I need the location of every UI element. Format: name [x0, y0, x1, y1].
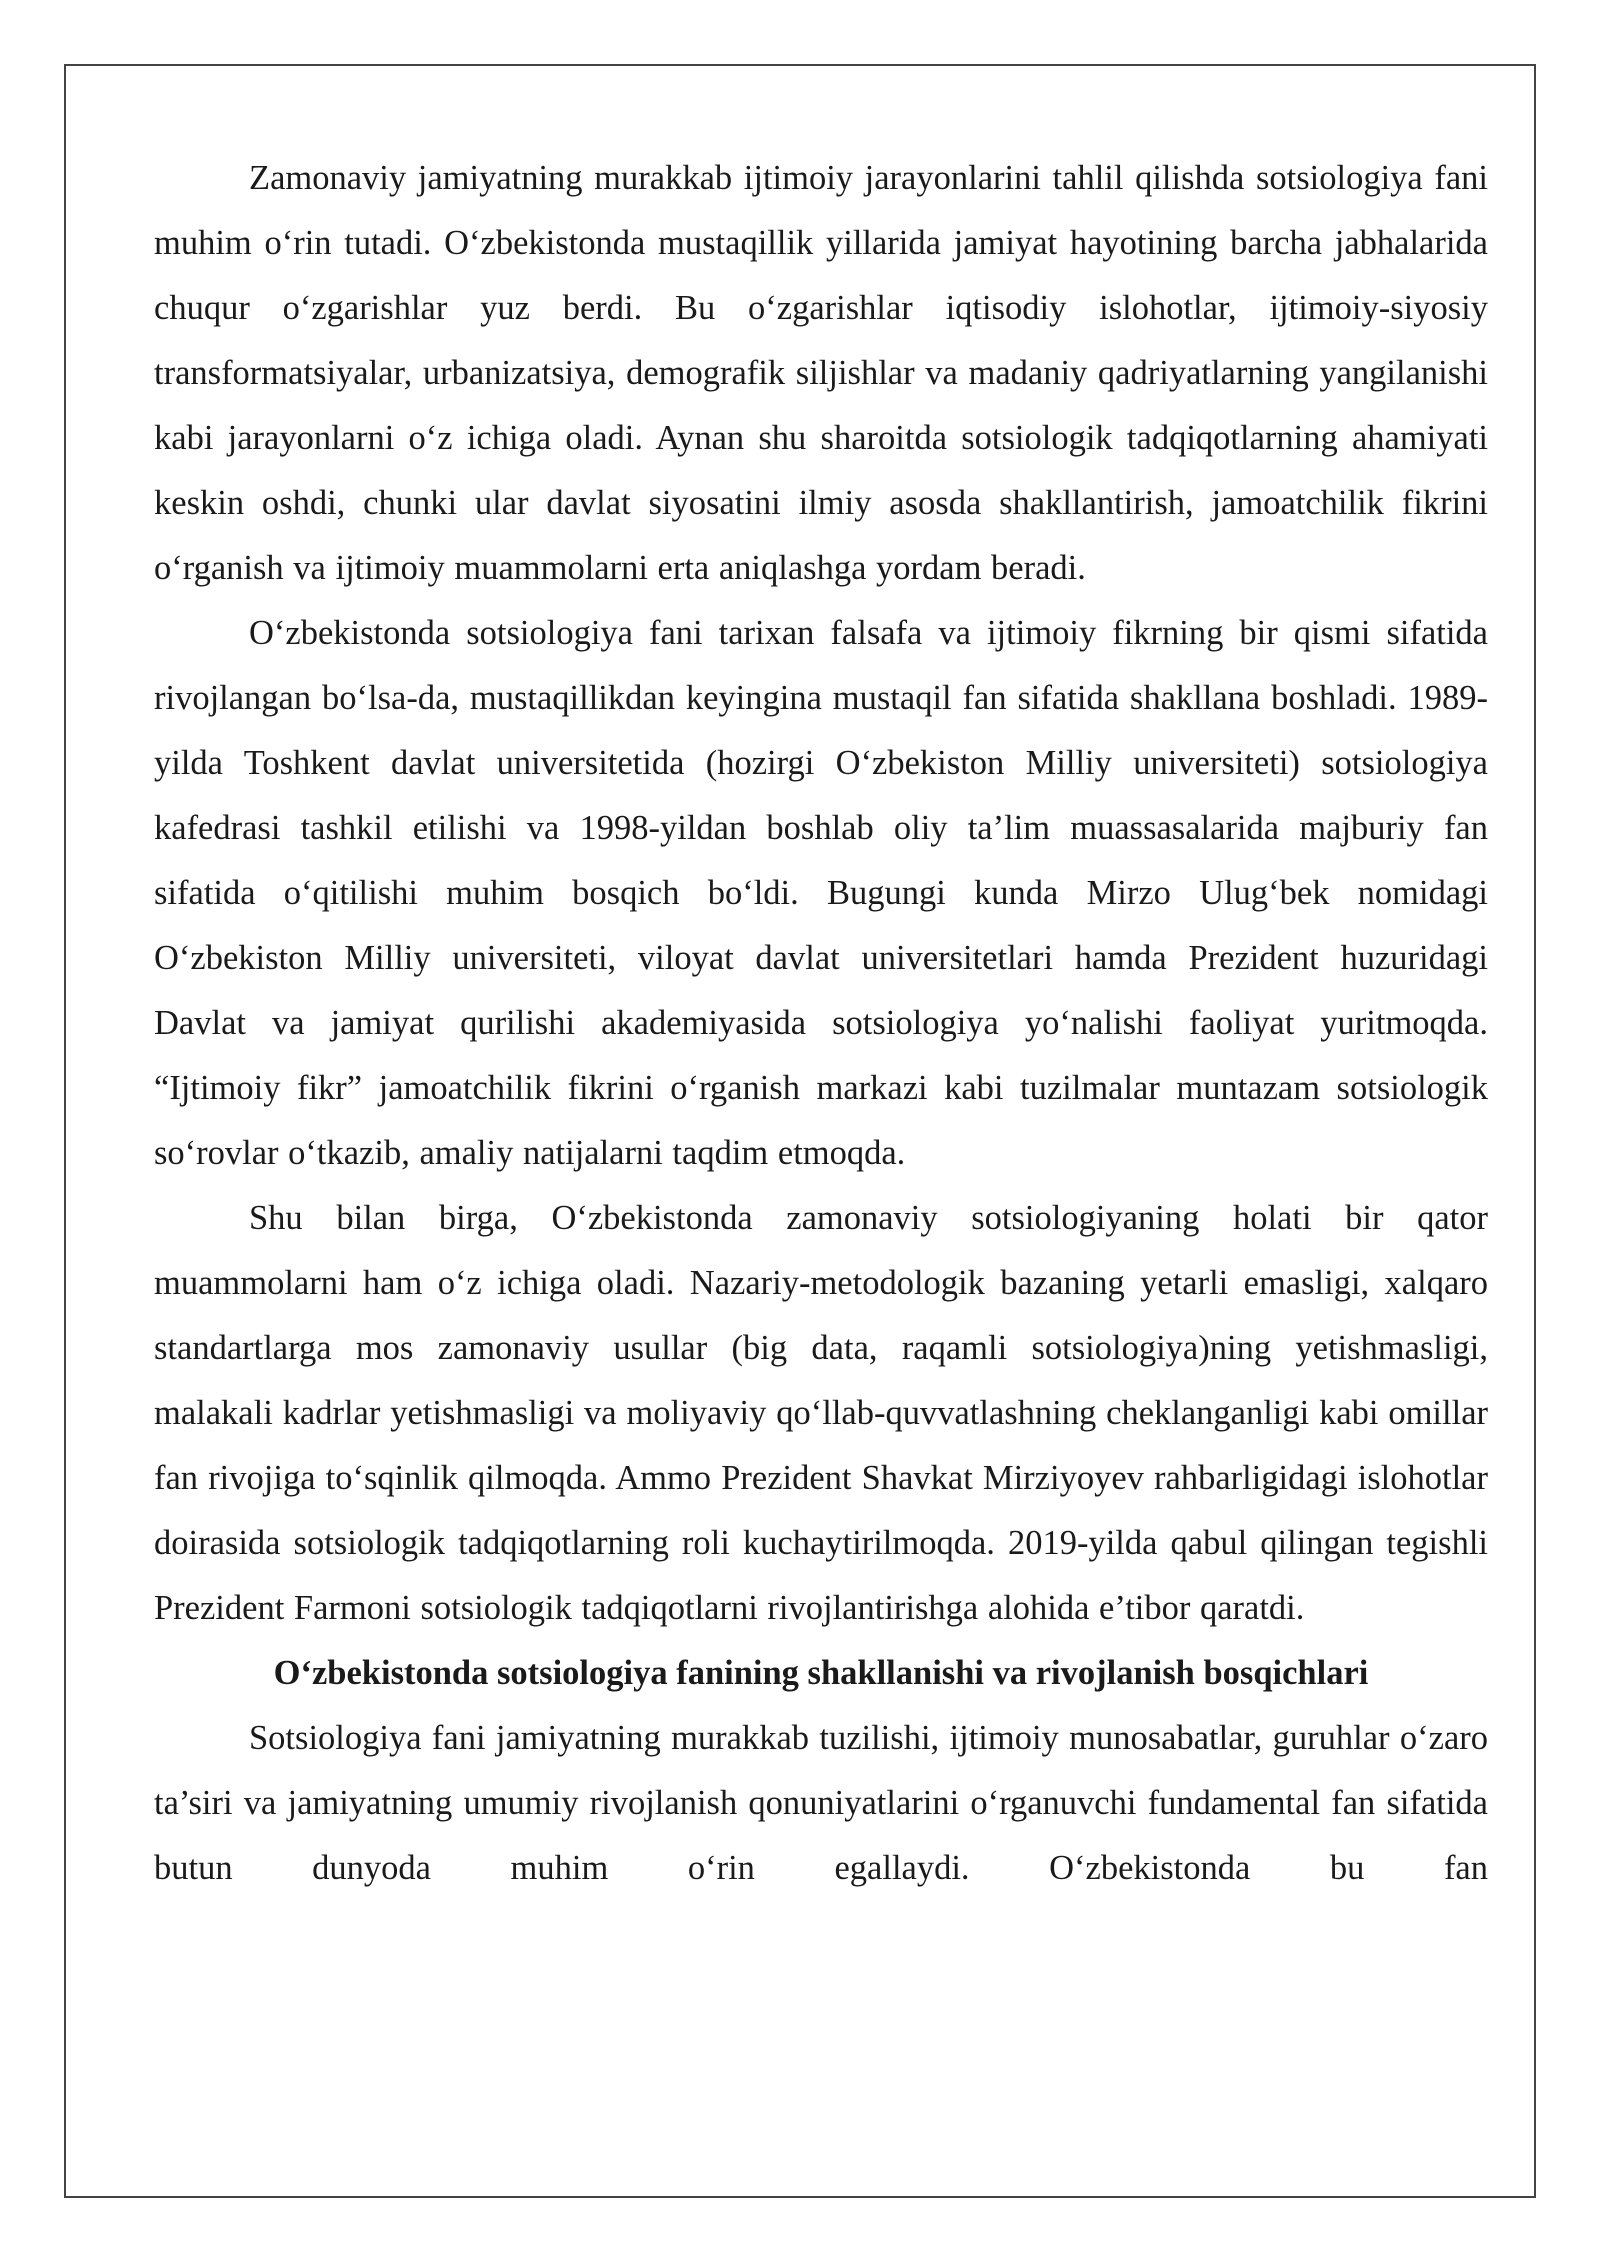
section-heading: O‘zbekistonda sotsiologiya fanining shakllanishi va rivojlanish bosqichlari [273, 1654, 1369, 1692]
paragraph-history: O‘zbekistonda sotsiologiya fani tarixan falsafa va ijtimoiy fikrning bir qismi sifatida rivojlangan bo‘lsa-da, mustaqillikdan keyingina mustaqil fan sifatida shakllana boshladi. 1989-yilda Toshkent davlat universitetida (hozirgi O‘zbekiston Milliy universiteti) sotsiologiya kafedrasi tashkil etilishi va 1998-yildan boshlab oliy ta’lim muassasalarida majburiy fan sifatida o‘qitilishi muhim bosqich bo‘ldi. Bugungi kunda Mirzo Ulug‘bek nomidagi O‘zbekiston Milliy universiteti, viloyat davlat universitetlari hamda Prezident huzuridagi Davlat va jamiyat qurilishi akademiyasida sotsiologiya yo‘nalishi faoliyat yuritmoqda. “Ijtimoiy fikr” jamoatchilik fikrini o‘rganish markazi kabi tuzilmalar muntazam sotsiologik so‘rovlar o‘tkazib, amaliy natijalarni taqdim etmoqda. [154, 614, 1488, 1172]
paragraph-intro: Zamonaviy jamiyatning murakkab ijtimoiy jarayonlarini tahlil qilishda sotsiologiya fani muhim o‘rin tutadi. O‘zbekistonda mustaqillik yillarida jamiyat hayotining barcha jabhalarida chuqur o‘zgarishlar yuz berdi. Bu o‘zgarishlar iqtisodiy islohotlar, ijtimoiy-siyosiy transformatsiyalar, urbanizatsiya, demografik siljishlar va madaniy qadriyatlarning yangilanishi kabi jarayonlarni o‘z ichiga oladi. Aynan shu sharoitda sotsiologik tadqiqotlarning ahamiyati keskin oshdi, chunki ular davlat siyosatini ilmiy asosda shakllantirish, jamoatchilik fikrini o‘rganish va ijtimoiy muammolarni erta aniqlashga yordam beradi. [154, 159, 1488, 587]
paragraph-section-start: Sotsiologiya fani jamiyatning murakkab tuzilishi, ijtimoiy munosabatlar, guruhlar o‘zaro ta’siri va jamiyatning umumiy rivojlanish qonuniyatlarini o‘rganuvchi fundamental fan sifatida butun dunyoda muhim o‘rin egallaydi. O‘zbekistonda bu fan [154, 1719, 1488, 1887]
paragraph-problems: Shu bilan birga, O‘zbekistonda zamonaviy sotsiologiyaning holati bir qator muammolarni ham o‘z ichiga oladi. Nazariy-metodologik bazaning yetarli emasligi, xalqaro standartlarga mos zamonaviy usullar (big data, raqamli sotsiologiya)ning yetishmasligi, malakali kadrlar yetishmasligi va moliyaviy qo‘llab-quvvatlashning cheklanganligi kabi omillar fan rivojiga to‘sqinlik qilmoqda. Ammo Prezident Shavkat Mirziyoyev rahbarligidagi islohotlar doirasida sotsiologik tadqiqotlarning roli kuchaytirilmoqda. 2019-yilda qabul qilingan tegishli Prezident Farmoni sotsiologik tadqiqotlarni rivojlantirishga alohida e’tibor qaratdi. [154, 1199, 1488, 1627]
document-body [154, 146, 1488, 1901]
